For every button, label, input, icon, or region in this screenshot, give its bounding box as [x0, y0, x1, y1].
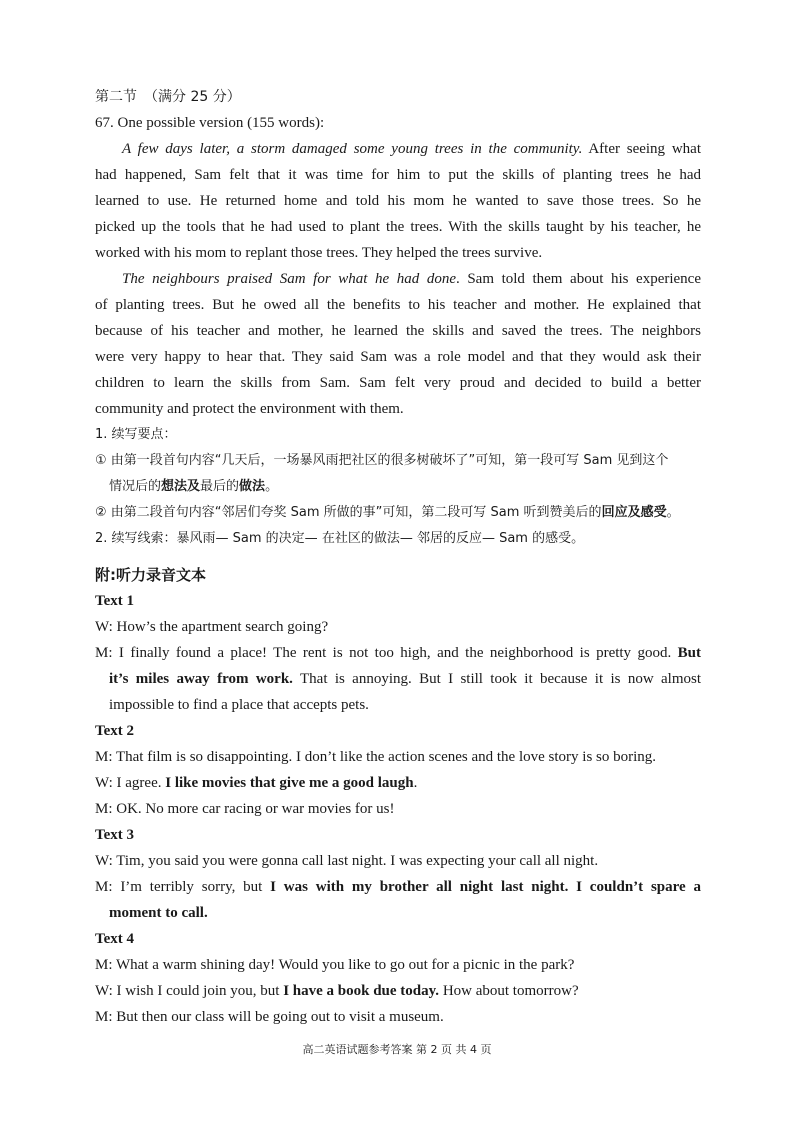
- essay-paragraph-1: [95, 136, 701, 266]
- para1-line-4: picked up the tools that he had used to plant the trees. With the skills taught by his teacher, he: [95, 219, 701, 235]
- para2-line-6: community and protect the environment with them.: [95, 401, 404, 417]
- para1-line-2: had happened, Sam felt that it was time for him to put the skills of planting trees he had: [95, 167, 701, 183]
- para2-line-2: of planting trees. But he owed all the benefits to his teacher and mother. He explained that: [95, 297, 701, 313]
- essay-paragraph-2: [95, 266, 701, 422]
- text-2-label: Text 2: [95, 723, 135, 739]
- para1-line-1: A few days later, a storm damaged some young trees in the community. After seeing what: [122, 141, 701, 157]
- notes-clue: 2. 续写线索：暴风雨— Sam 的决定— 在社区的做法— 邻居的反应— Sam 的感受。: [95, 531, 585, 546]
- text-4-w1: W: I wish I could join you, but I have a book due today. How about tomorrow?: [95, 983, 579, 999]
- listening-text-3: [95, 822, 701, 926]
- text-4-m2: M: But then our class will be going out to visit a museum.: [95, 1009, 444, 1025]
- para2-line-1: The neighbours praised Sam for what he had done. Sam told them about his experience: [122, 271, 701, 287]
- listening-text-4: [95, 926, 701, 1030]
- para2-line-4: were very happy to hear that. They said Sam was a role model and that they would ask their: [95, 349, 701, 365]
- appendix-title: 附:听力录音文本: [95, 566, 206, 584]
- para2-line-5: children to learn the skills from Sam. Sam felt very proud and decided to build a better: [95, 375, 701, 391]
- text-4-label: Text 4: [95, 931, 135, 947]
- writing-notes: [95, 422, 701, 552]
- answer-page: [95, 84, 701, 1030]
- para2-line-3: because of his teacher and mother, he learned the skills and saved the trees. The neighbors: [95, 323, 701, 339]
- text-4-m1: M: What a warm shining day! Would you like to go out for a picnic in the park?: [95, 957, 575, 973]
- text-3-label: Text 3: [95, 827, 135, 843]
- text-3-m2: moment to call.: [109, 905, 208, 921]
- section-header: 第二节 （满分 25 分）: [95, 89, 241, 105]
- page-footer: 高二英语试题参考答案 第 2 页 共 4 页: [302, 1043, 492, 1056]
- notes-heading: 1. 续写要点：: [95, 427, 177, 442]
- para1-line-3: learned to use. He returned home and told his mom he wanted to save those trees. So he: [95, 193, 701, 209]
- listening-text-1: [95, 588, 701, 718]
- para1-line-5: worked with his mom to replant those trees. They helped the trees survive.: [95, 245, 543, 261]
- para1-lead-sentence: A few days later, a storm damaged some young trees in the community.: [122, 141, 583, 157]
- text-1-w1: W: How’s the apartment search going?: [95, 619, 329, 635]
- text-3-m1: M: I’m terribly sorry, but I was with my brother all night last night. I couldn’t spare a: [95, 879, 701, 895]
- text-2-m2: M: OK. No more car racing or war movies for us!: [95, 801, 395, 817]
- note-1-line-1: ① 由第一段首句内容“几天后，一场暴风雨把社区的很多树破坏了”可知，第一段可写 Sam 见到这个: [95, 453, 669, 468]
- text-1-m3: impossible to find a place that accepts pets.: [109, 697, 369, 713]
- text-1-label: Text 1: [95, 593, 135, 609]
- q67-title: 67. One possible version (155 words):: [95, 115, 325, 131]
- listening-text-2: [95, 718, 701, 822]
- text-2-w1: W: I agree. I like movies that give me a good laugh.: [95, 775, 418, 791]
- text-2-m1: M: That film is so disappointing. I don’t like the action scenes and the love story is so boring.: [95, 749, 657, 765]
- para2-lead-sentence: The neighbours praised Sam for what he had done: [122, 271, 456, 287]
- text-1-m2: it’s miles away from work. That is annoying. But I still took it because it is now almost: [109, 671, 701, 687]
- text-3-w1: W: Tim, you said you were gonna call last night. I was expecting your call all night.: [95, 853, 599, 869]
- note-2: ② 由第二段首句内容“邻居们夸奖 Sam 所做的事”可知，第二段可写 Sam 听到赞美后的回应及感受。: [95, 505, 680, 520]
- text-1-m1: M: I finally found a place! The rent is not too high, and the neighborhood is pretty good. But: [95, 645, 701, 661]
- note-1-line-2: 情况后的想法及最后的做法。: [109, 479, 279, 494]
